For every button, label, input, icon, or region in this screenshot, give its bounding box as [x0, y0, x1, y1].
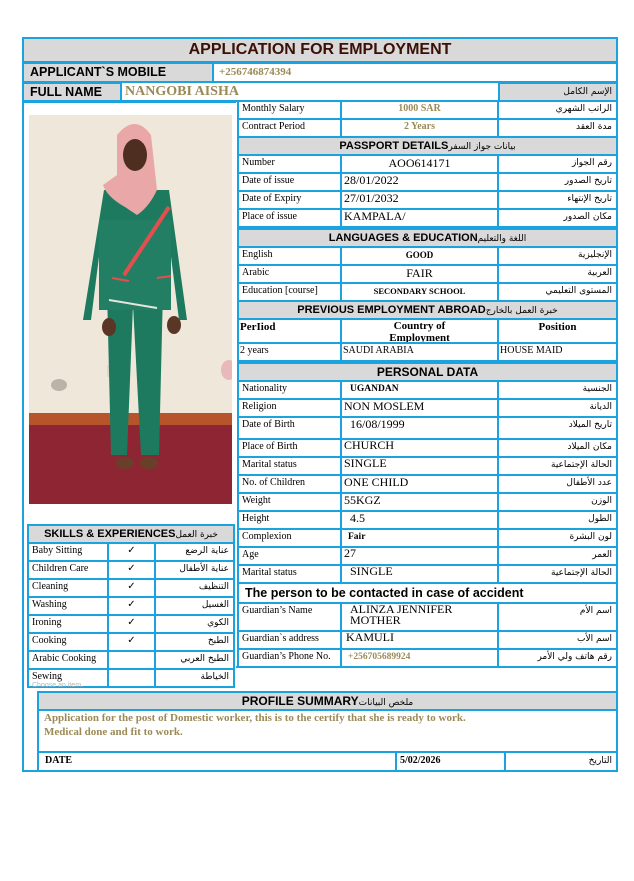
- passport-header-en: PASSPORT DETAILS: [339, 140, 449, 152]
- summary-header-en: PROFILE SUMMARY: [241, 694, 359, 708]
- languages-header-en: LANGUAGES & EDUCATION: [328, 232, 478, 244]
- personal-row-arabic: الديانة: [497, 398, 618, 418]
- personal-row-arabic: تاريخ الميلاد: [497, 416, 618, 440]
- personal-row-value: CHURCH: [340, 438, 499, 458]
- language-row-arabic: الإنجليزية: [497, 246, 618, 266]
- personal-row-arabic: عدد الأطفال: [497, 474, 618, 494]
- skill-label: Sewing: [27, 668, 109, 688]
- personal-row-arabic: لون البشرة: [497, 528, 618, 548]
- skill-arabic: التنظيف: [154, 578, 235, 598]
- personal-row-value: SINGLE: [340, 456, 499, 476]
- languages-header-ar: اللغة والتعليم: [477, 234, 527, 244]
- passport-row-label: Date of Expiry: [237, 190, 342, 210]
- language-row-value: GOOD: [340, 246, 499, 266]
- personal-row-value: Fair: [340, 528, 499, 548]
- date-label-cell: DATE: [37, 751, 397, 772]
- personal-row-label: Age: [237, 546, 342, 566]
- language-row-label: English: [237, 246, 342, 266]
- monthly-salary-value: 1000 SAR: [340, 100, 499, 120]
- previous-country: SAUDI ARABIA: [340, 342, 499, 362]
- personal-row-label: No. of Children: [237, 474, 342, 494]
- skill-arabic: الطبخ: [154, 632, 235, 652]
- full-name-field: [120, 82, 500, 102]
- language-row-value: FAIR: [340, 264, 499, 284]
- language-row-label: Education [course]: [237, 282, 342, 302]
- personal-row-label: Place of Birth: [237, 438, 342, 458]
- monthly-salary-label: Monthly Salary: [237, 100, 342, 120]
- personal-row-value: 16/08/1999: [340, 416, 499, 440]
- mobile-value: +256746874394: [212, 62, 618, 83]
- skill-label: Children Care: [27, 560, 109, 580]
- skills-header: [27, 524, 235, 544]
- previous-header-ar: خبرة العمل بالخارج: [485, 306, 558, 316]
- guardian-name-arabic: اسم الأم: [497, 602, 618, 632]
- summary-line-2: Medical done and fit to work.: [44, 726, 183, 738]
- previous-col-country: Country of Employment: [340, 318, 499, 344]
- skill-label: Cooking: [27, 632, 109, 652]
- skill-arabic: الكوي: [154, 614, 235, 634]
- passport-header: [237, 136, 618, 156]
- skill-check-icon: [107, 668, 156, 688]
- personal-row-label: Date of Birth: [237, 416, 342, 440]
- personal-row-arabic: الحالة الإجتماعية: [497, 564, 618, 584]
- skill-check-icon: ✓: [107, 632, 156, 652]
- personal-row-value: UGANDAN: [340, 380, 499, 400]
- contract-period-arabic: مدة العقد: [497, 118, 618, 138]
- previous-period: 2 years: [237, 342, 342, 362]
- skill-arabic: الخياطة: [154, 668, 235, 688]
- skill-label: Washing: [27, 596, 109, 616]
- languages-header: [237, 228, 618, 248]
- personal-row-arabic: الوزن: [497, 492, 618, 512]
- personal-row-label: Marital status: [237, 456, 342, 476]
- guardian-phone-label: Guardian’s Phone No.: [237, 648, 342, 668]
- passport-row-arabic: رقم الجواز: [497, 154, 618, 174]
- skill-arabic: الغسيل: [154, 596, 235, 616]
- skill-label: Ironing: [27, 614, 109, 634]
- skill-label: Baby Sitting: [27, 542, 109, 562]
- previous-col-position: Position: [497, 318, 618, 344]
- language-row-label: Arabic: [237, 264, 342, 284]
- monthly-salary-arabic: الراتب الشهري: [497, 100, 618, 120]
- language-row-value: SECONDARY SCHOOL: [340, 282, 499, 302]
- previous-header: [237, 300, 618, 320]
- personal-row-value: NON MOSLEM: [340, 398, 499, 418]
- summary-header: [37, 691, 618, 711]
- skill-check-icon: ✓: [107, 614, 156, 634]
- previous-header-en: PREVIOUS EMPLOYMENT ABROAD: [297, 304, 486, 316]
- previous-col-period: PerIiod: [237, 318, 342, 344]
- guardian-name-label: Guardian’s Name: [237, 602, 342, 632]
- full-name-arabic: الإسم الكامل: [498, 82, 618, 102]
- personal-row-label: Religion: [237, 398, 342, 418]
- personal-header: [237, 362, 618, 382]
- personal-row-value: 27: [340, 546, 499, 566]
- passport-row-arabic: مكان الصدور: [497, 208, 618, 228]
- personal-header-en: PERSONAL DATA: [376, 365, 479, 379]
- contract-period-value: 2 Years: [340, 118, 499, 138]
- skill-arabic: عناية الرضع: [154, 542, 235, 562]
- passport-row-value: 28/01/2022: [340, 172, 499, 192]
- summary-line-1: Application for the post of Domestic worker, this is to the certify that she is ready to work.: [44, 712, 466, 724]
- date-arabic-cell: التاريخ: [504, 751, 618, 772]
- skills-header-ar: خبرة العمل: [175, 530, 218, 540]
- personal-row-arabic: الحالة الإجتماعية: [497, 456, 618, 476]
- guardian-address-label: Guardian`s address: [237, 630, 342, 650]
- personal-row-arabic: الطول: [497, 510, 618, 530]
- language-row-arabic: العربية: [497, 264, 618, 284]
- skill-label: Cleaning: [27, 578, 109, 598]
- guardian-phone-arabic: رقم هاتف ولي الأمر: [497, 648, 618, 668]
- full-name-label: FULL NAME: [22, 82, 122, 102]
- skill-label: Arabic Cooking: [27, 650, 109, 670]
- full-name-value: NANGOBI AISHA: [125, 84, 239, 99]
- personal-row-value: ONE CHILD: [340, 474, 499, 494]
- guardian-name-value: ALINZA JENNIFER MOTHER: [340, 602, 499, 632]
- language-row-arabic: المستوى التعليمي: [497, 282, 618, 302]
- passport-row-label: Date of issue: [237, 172, 342, 192]
- skill-arabic: عناية الأطفال: [154, 560, 235, 580]
- personal-row-label: Height: [237, 510, 342, 530]
- personal-row-label: Weight: [237, 492, 342, 512]
- passport-row-value: KAMPALA/: [340, 208, 499, 228]
- passport-row-label: Number: [237, 154, 342, 174]
- personal-row-label: Nationality: [237, 380, 342, 400]
- summary-header-ar: ملخص البيانات: [358, 698, 414, 708]
- photo-frame: [22, 101, 236, 526]
- personal-row-arabic: العمر: [497, 546, 618, 566]
- passport-header-ar: بيانات جواز السفر: [448, 142, 516, 152]
- mobile-label: APPLICANT`S MOBILE: [22, 62, 214, 83]
- personal-row-label: Marital status: [237, 564, 342, 584]
- date-value-cell: 5/02/2026: [395, 751, 506, 772]
- personal-row-value: 55KGZ: [340, 492, 499, 512]
- skill-check-icon: ✓: [107, 578, 156, 598]
- previous-position: HOUSE MAID: [497, 342, 618, 362]
- guardian-phone-value: +256705689924: [340, 648, 499, 668]
- passport-row-arabic: تاريخ الإنتهاء: [497, 190, 618, 210]
- personal-row-arabic: مكان الميلاد: [497, 438, 618, 458]
- personal-row-label: Complexion: [237, 528, 342, 548]
- page-title: APPLICATION FOR EMPLOYMENT: [22, 37, 618, 63]
- skill-check-icon: ✓: [107, 542, 156, 562]
- personal-row-arabic: الجنسية: [497, 380, 618, 400]
- contract-period-label: Contract Period: [237, 118, 342, 138]
- skills-header-en: SKILLS & EXPERIENCES: [44, 528, 176, 540]
- guardian-address-arabic: اسم الأب: [497, 630, 618, 650]
- passport-row-value: 27/01/2032: [340, 190, 499, 210]
- skill-check-icon: ✓: [107, 596, 156, 616]
- skill-check-icon: [107, 650, 156, 670]
- guardian-address-value: KAMULI: [340, 630, 499, 650]
- personal-row-value: 4.5: [340, 510, 499, 530]
- personal-row-value: SINGLE: [340, 564, 499, 584]
- contact-divider: [236, 666, 618, 668]
- skill-arabic: الطبخ العربي: [154, 650, 235, 670]
- passport-row-arabic: تاريخ الصدور: [497, 172, 618, 192]
- passport-row-label: Place of issue: [237, 208, 342, 228]
- choose-item-placeholder[interactable]: Choose an item.: [32, 682, 83, 689]
- passport-row-value: AOO614171: [340, 154, 499, 174]
- skill-check-icon: ✓: [107, 560, 156, 580]
- contact-header: The person to be contacted in case of accident: [237, 582, 618, 604]
